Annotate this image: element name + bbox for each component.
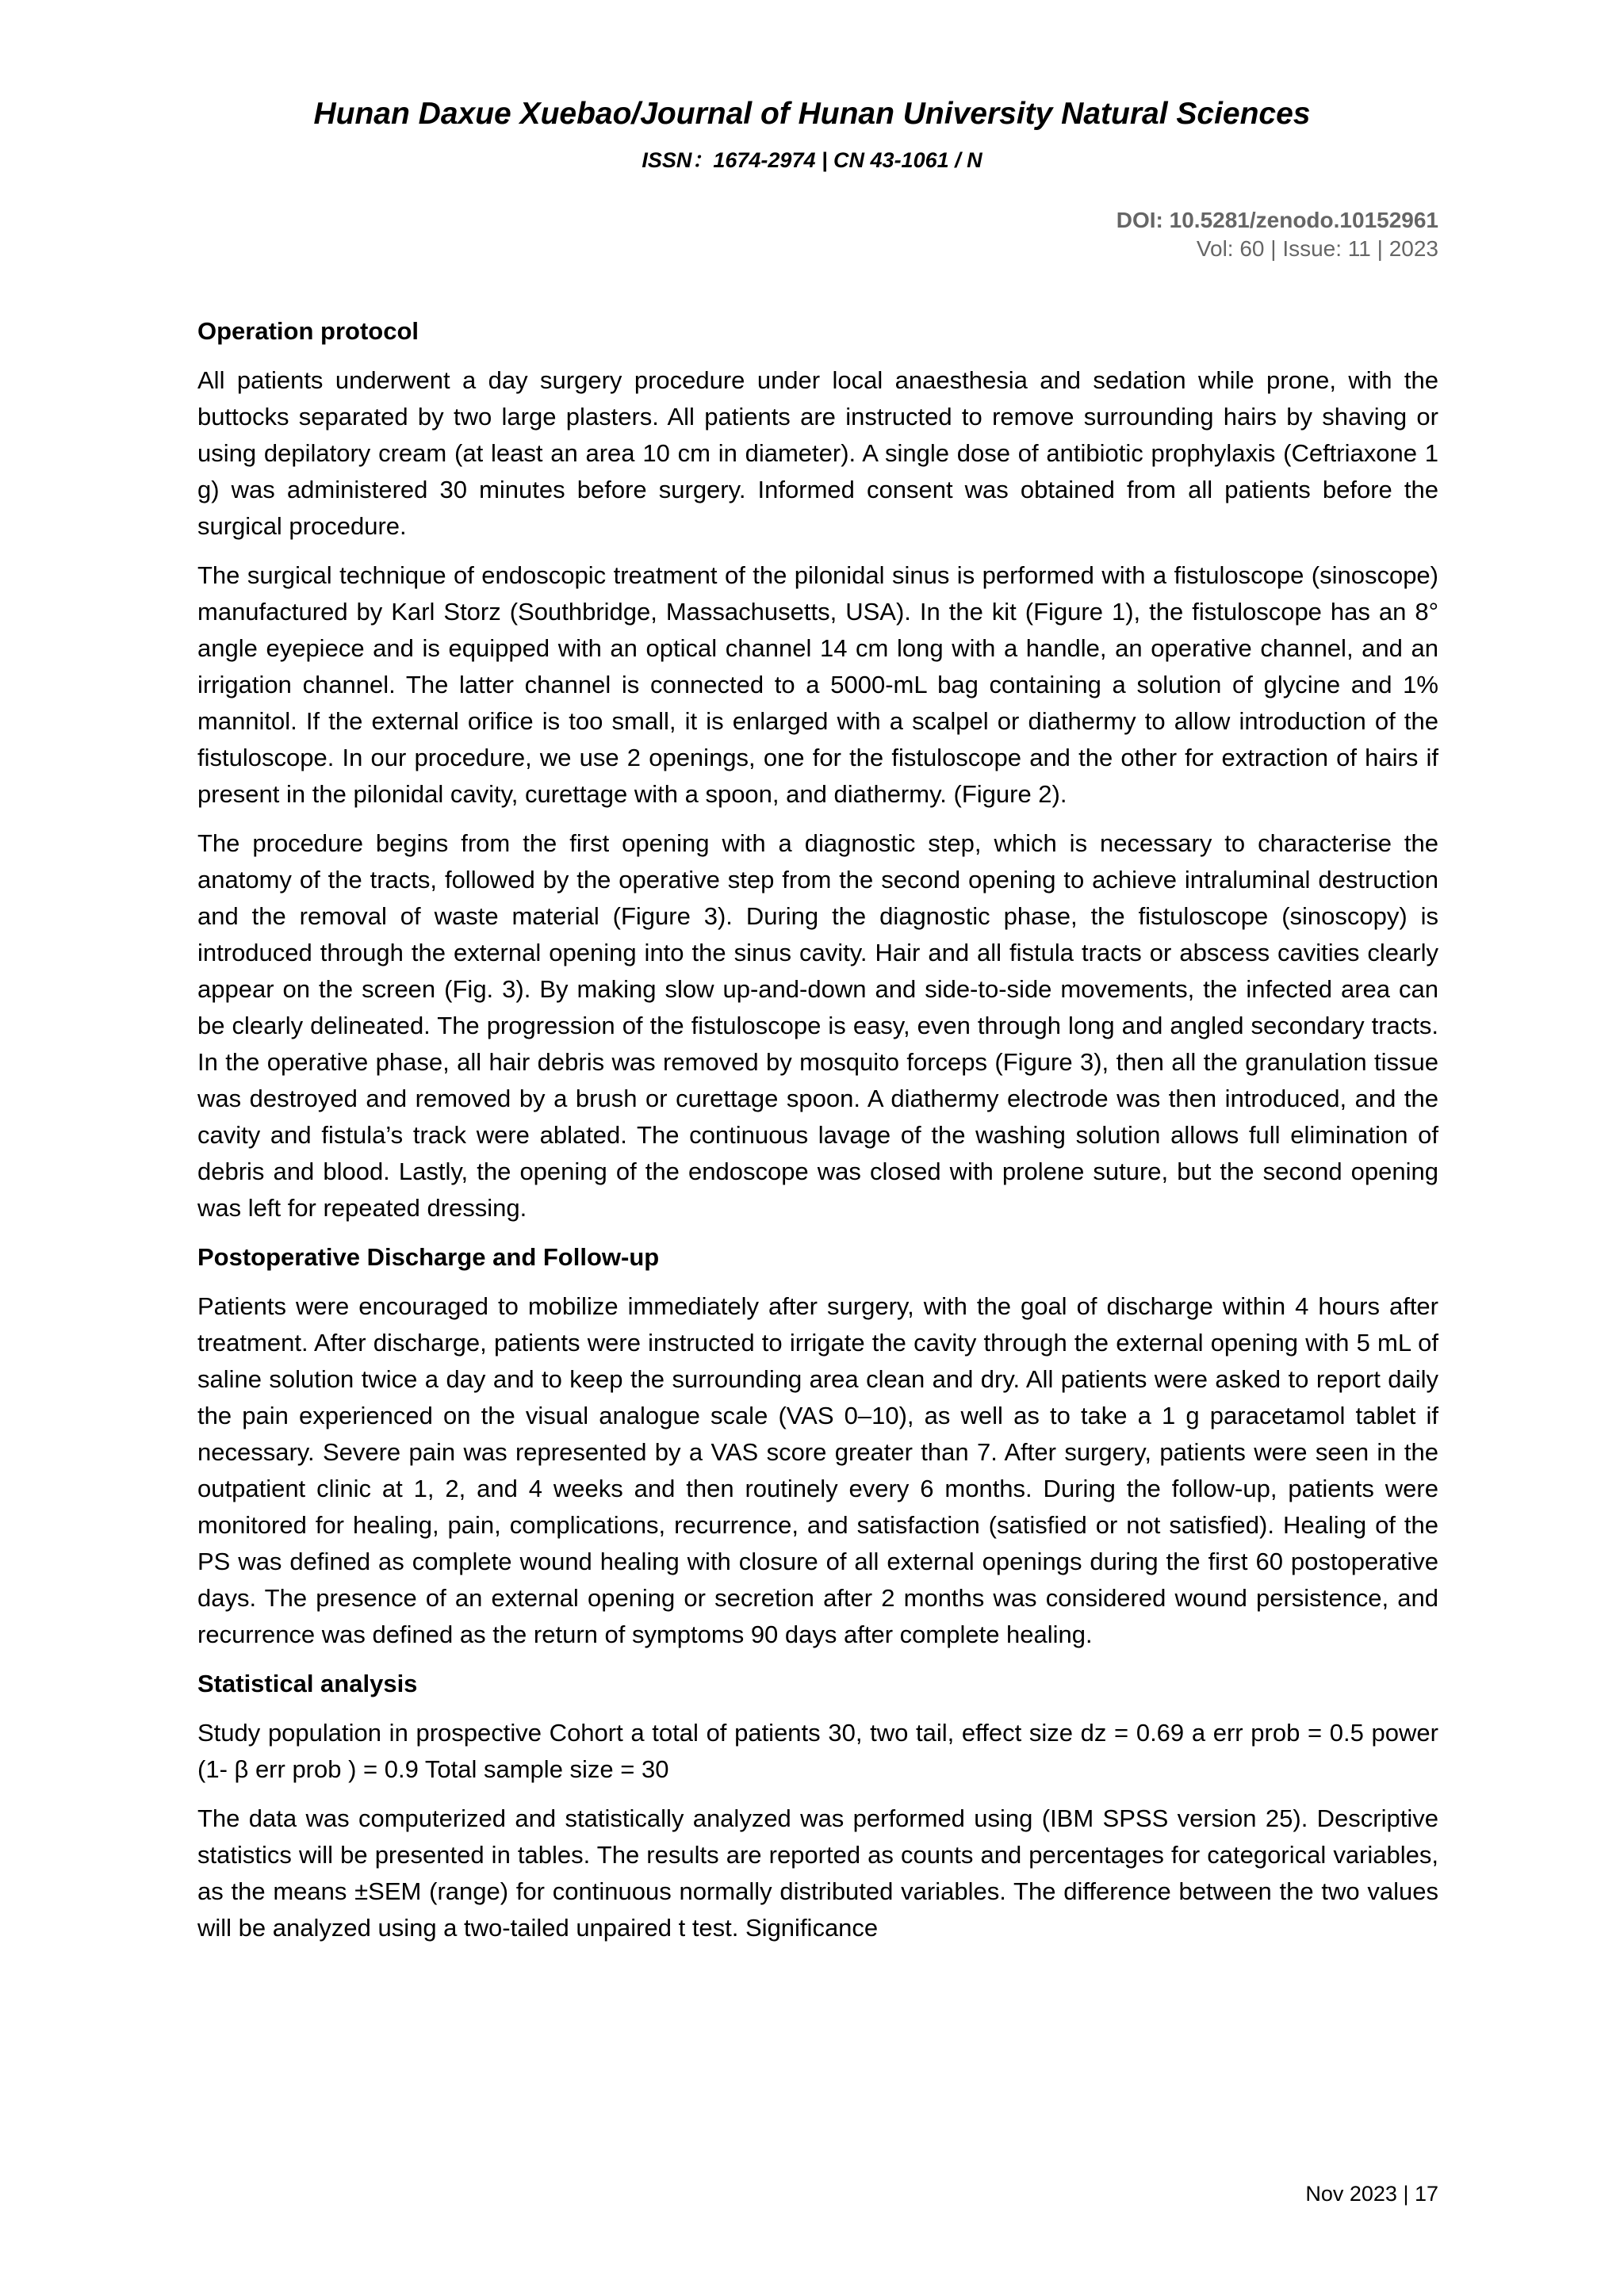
paragraph: The data was computerized and statistically analyzed was performed using (IBM SPSS version 25). Descriptive statistics will be presented in tables. The results are reported as counts and percentages for categorical variables, as the means ±SEM (range) for continuous normally distributed variables. The difference between the two values will be analyzed using a two-tailed unpaired t test. Significance bbox=[197, 1804, 1438, 1942]
section-heading: Postoperative Discharge and Follow-up bbox=[197, 1243, 660, 1271]
section-statistical-analysis bbox=[197, 1666, 1438, 1946]
paragraph: Patients were encouraged to mobilize immediately after surgery, with the goal of discharge within 4 hours after treatment. After discharge, patients were instructed to irrigate the cavity through the external opening with 5 mL of saline solution twice a day and to keep the surrounding area clean and dry. All patients were asked to report daily the pain experienced on the visual analogue scale (VAS 0–10), as well as to take a 1 g paracetamol tablet if necessary. Severe pain was represented by a VAS score greater than 7. After surgery, patients were seen in the outpatient clinic at 1, 2, and 4 weeks and then routinely every 6 months. During the follow-up, patients were monitored for healing, pain, complications, recurrence, and satisfaction (satisfied or not satisfied). Healing of the PS was defined as complete wound healing with closure of all external openings during the first 60 postoperative days. The presence of an external opening or secretion after 2 months was considered wound persistence, and recurrence was defined as the return of symptoms 90 days after complete healing. bbox=[197, 1292, 1438, 1648]
volume-issue: Vol: 60 | Issue: 11 | 2023 bbox=[1196, 236, 1438, 261]
section-heading: Statistical analysis bbox=[197, 1670, 418, 1697]
section-operation-protocol bbox=[197, 313, 1438, 1226]
paragraph: The procedure begins from the first opening with a diagnostic step, which is necessary to characterise the anatomy of the tracts, followed by the operative step from the second opening to achieve intraluminal destruction and the removal of waste material (Figure 3). During the diagnostic phase, the fistuloscope (sinoscopy) is introduced through the external opening into the sinus cavity. Hair and all fistula tracts or abscess cavities clearly appear on the screen (Fig. 3). By making slow up-and-down and side-to-side movements, the infected area can be clearly delineated. The progression of the fistuloscope is easy, even through long and angled secondary tracts. In the operative phase, all hair debris was removed by mosquito forceps (Figure 3), then all the granulation tissue was destroyed and removed by a brush or curettage spoon. A diathermy electrode was then introduced, and the cavity and fistula’s track were ablated. The continuous lavage of the washing solution allows full elimination of debris and blood. Lastly, the opening of the endoscope was closed with prolene suture, but the second opening was left for repeated dressing. bbox=[197, 829, 1438, 1222]
paragraph: The surgical technique of endoscopic treatment of the pilonidal sinus is performed with a fistuloscope (sinoscope) manufactured by Karl Storz (Southbridge, Massachusetts, USA). In the kit (Figure 1), the fistuloscope has an 8° angle eyepiece and is equipped with an optical channel 14 cm long with a handle, an operative channel, and an irrigation channel. The latter channel is connected to a 5000-mL bag containing a solution of glycine and 1% mannitol. If the external orifice is too small, it is enlarged with a scalpel or diathermy to allow introduction of the fistuloscope. In our procedure, we use 2 openings, one for the fistuloscope and the other for extraction of hairs if present in the pilonidal cavity, curettage with a spoon, and diathermy. (Figure 2). bbox=[197, 561, 1438, 808]
issn-line: ISSN：1674-2974 | CN 43-1061 / N bbox=[642, 148, 982, 172]
paragraph: Study population in prospective Cohort a total of patients 30, two tail, effect size dz = 0.69 a err prob = 0.5 power (1- β err prob ) = 0.9 Total sample size = 30 bbox=[197, 1719, 1438, 1783]
article-body bbox=[197, 313, 1438, 1959]
section-postoperative-discharge bbox=[197, 1239, 1438, 1653]
doi: DOI: 10.5281/zenodo.10152961 bbox=[1116, 208, 1438, 232]
journal-title: Hunan Daxue Xuebao/Journal of Hunan University Natural Sciences bbox=[313, 97, 1311, 131]
page-footer: Nov 2023 | 17 bbox=[1305, 2182, 1438, 2206]
paragraph: All patients underwent a day surgery procedure under local anaesthesia and sedation while prone, with the buttocks separated by two large plasters. All patients are instructed to remove surrounding hairs by shaving or using depilatory cream (at least an area 10 cm in diameter). A single dose of antibiotic prophylaxis (Ceftriaxone 1 g) was administered 30 minutes before surgery. Informed consent was obtained from all patients before the surgical procedure. bbox=[197, 366, 1438, 540]
section-heading: Operation protocol bbox=[197, 317, 419, 345]
